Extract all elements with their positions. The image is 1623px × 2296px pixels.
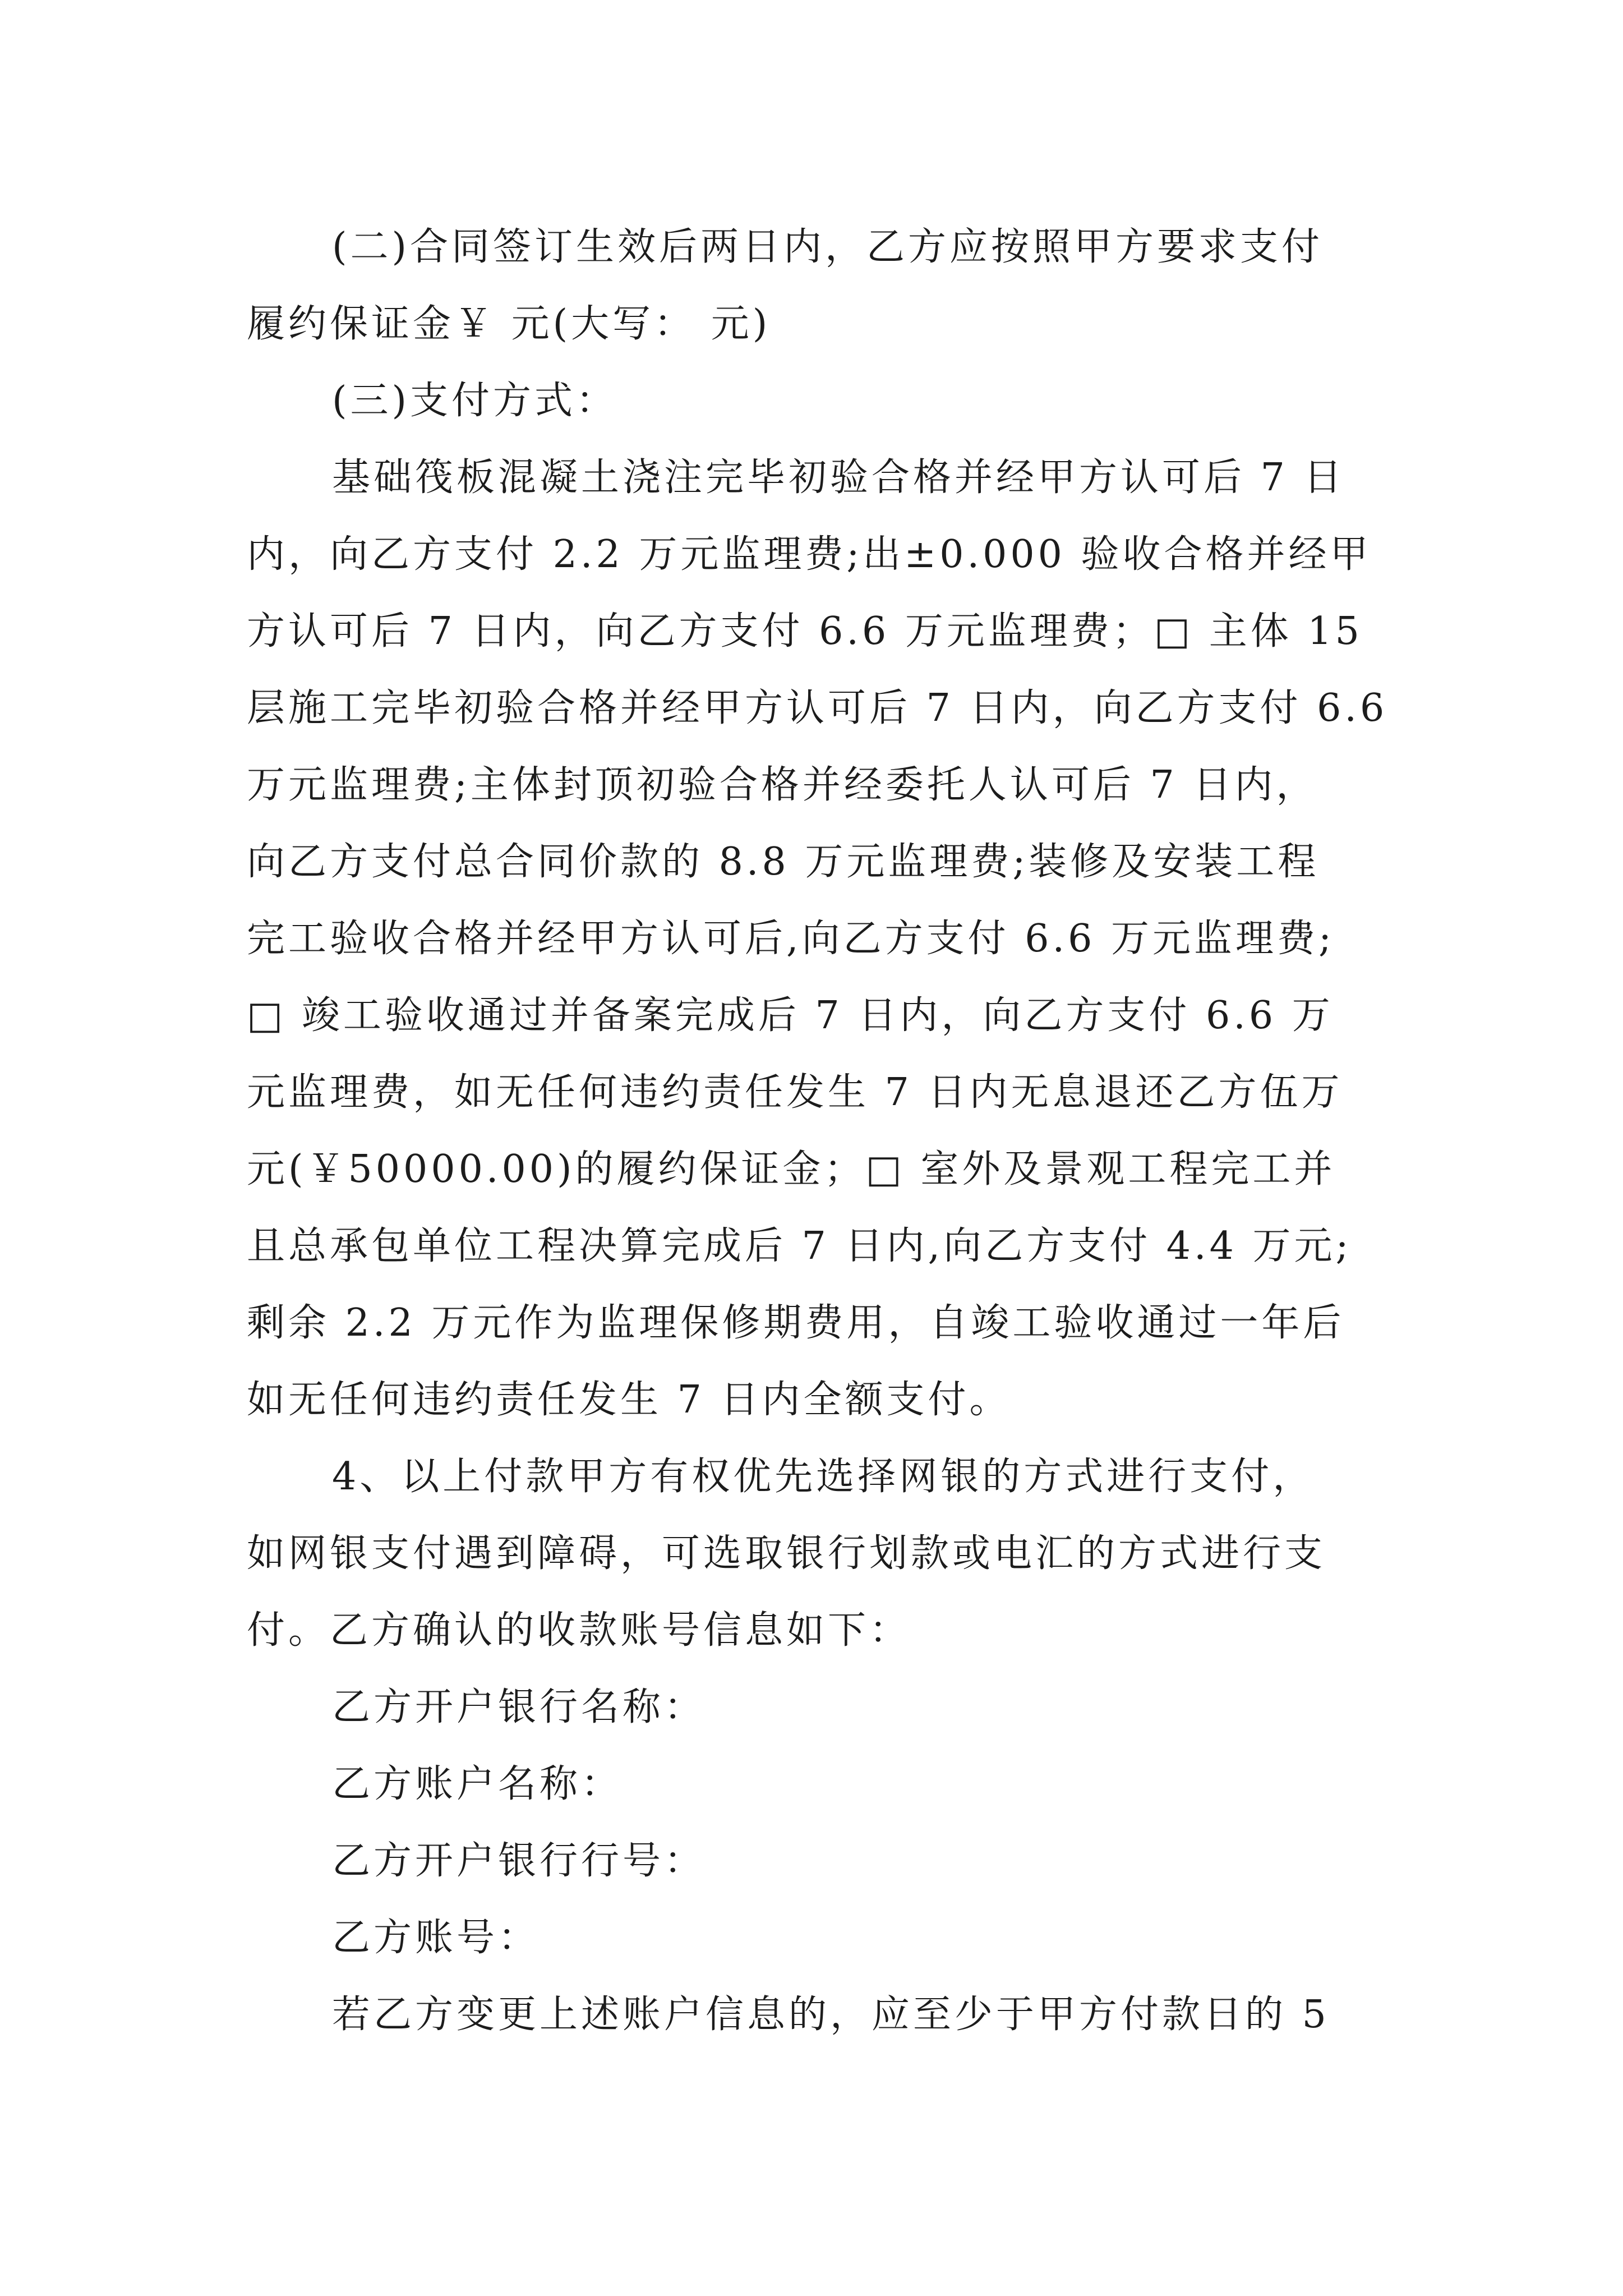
text-line-8: 万元监理费;主体封顶初验合格并经委托人认可后 7 日内， <box>247 763 1318 807</box>
text-line-1: (二)合同签订生效后两日内，乙方应按照甲方要求支付 <box>332 225 1324 269</box>
text-line-14: 且总承包单位工程决算完成后 7 日内,向乙方支付 4.4 万元; <box>247 1224 1352 1268</box>
text-line-16: 如无任何违约责任发生 7 日内全额支付。 <box>247 1378 1011 1422</box>
text-line-21: 乙方账户名称： <box>332 1762 623 1806</box>
text-line-9: 向乙方支付总合同价款的 8.8 万元监理费;装修及安装工程 <box>247 840 1320 884</box>
text-line-6: 方认可后 7 日内，向乙方支付 6.6 万元监理费；□ 主体 15 <box>247 609 1363 654</box>
text-line-22: 乙方开户银行行号： <box>332 1839 706 1883</box>
text-line-3: (三)支付方式： <box>332 379 618 423</box>
document-body <box>247 209 1441 2053</box>
text-line-11: □ 竣工验收通过并备案完成后 7 日内，向乙方支付 6.6 万 <box>247 993 1334 1038</box>
text-line-7: 层施工完毕初验合格并经甲方认可后 7 日内，向乙方支付 6.6 <box>247 686 1388 730</box>
text-line-20: 乙方开户银行名称： <box>332 1685 706 1729</box>
text-line-15: 剩余 2.2 万元作为监理保修期费用，自竣工验收通过一年后 <box>247 1301 1345 1345</box>
text-line-5: 内，向乙方支付 2.2 万元监理费;出±0.000 验收合格并经甲 <box>247 532 1372 577</box>
text-line-12: 元监理费，如无任何违约责任发生 7 日内无息退还乙方伍万 <box>247 1070 1343 1115</box>
text-line-18: 如网银支付遇到障碍，可选取银行划款或电汇的方式进行支 <box>247 1531 1326 1576</box>
text-line-13: 元(￥50000.00)的履约保证金；□ 室外及景观工程完工并 <box>247 1147 1336 1191</box>
text-line-17: 4、以上付款甲方有权优先选择网银的方式进行支付， <box>332 1455 1315 1499</box>
text-line-2: 履约保证金￥ 元(大写： 元) <box>247 302 771 346</box>
text-line-24: 若乙方变更上述账户信息的，应至少于甲方付款日的 5 <box>332 1993 1330 2037</box>
text-line-10: 完工验收合格并经甲方认可后,向乙方支付 6.6 万元监理费; <box>247 917 1335 961</box>
text-line-19: 付。乙方确认的收款账号信息如下： <box>247 1608 911 1653</box>
text-line-23: 乙方账号： <box>332 1916 540 1960</box>
text-line-4: 基础筏板混凝土浇注完毕初验合格并经甲方认可后 7 日 <box>332 455 1345 500</box>
